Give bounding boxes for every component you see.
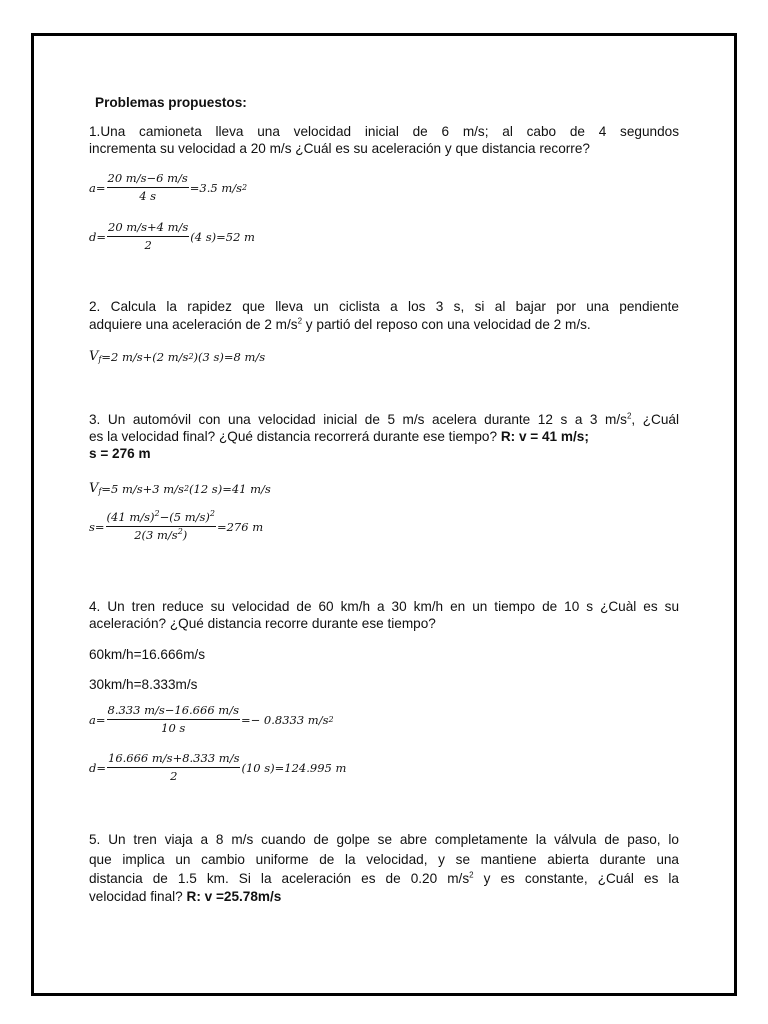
problem-5-line-1: 5. Un tren viaja a 8 m/s cuando de golpe se abre completamente la válvula de paso, lo (89, 832, 679, 847)
formula-lhs: a= (89, 180, 106, 195)
fraction-numerator: 20 m/s+4 m/s (107, 221, 189, 237)
problem-3-line-1 (89, 411, 679, 428)
problem-5-line-2: que implica un cambio uniforme de la velocidad, y se mantiene abierta durante una (89, 852, 679, 867)
formula-expression-cont: (12 s)=41 m/s (189, 481, 271, 496)
problem-4-line-2: aceleración? ¿Qué distancia recorre durante ese tiempo? (89, 616, 436, 631)
exponent: 2 (469, 870, 474, 880)
problem-2-line-2 (89, 316, 591, 333)
problem-2-text: adquiere una aceleración de 2 m/s (89, 317, 298, 332)
formula-expression: =2 m/s+(2 m/s (101, 349, 189, 364)
problem-1-formula-distance (89, 221, 255, 252)
exponent: 2 (209, 509, 215, 519)
subscript: f (98, 487, 102, 496)
denominator-term: 2(3 m/s (134, 528, 178, 542)
formula-lhs: d= (89, 760, 106, 775)
fraction-numerator: 16.666 m/s+8.333 m/s (107, 752, 240, 768)
numerator-term-2: −(5 m/s) (159, 510, 210, 524)
fraction-numerator (106, 511, 216, 527)
problem-2-formula-velocity: V f =2 m/s+(2 m/s 2 )(3 s)=8 m/s (89, 349, 266, 364)
problem-3-formula-velocity: V f =5 m/s+3 m/s 2 (12 s)=41 m/s (89, 481, 271, 496)
problem-3-question: es la velocidad final? ¿Qué distancia recorrerá durante ese tiempo? (89, 429, 501, 444)
problem-4-formula-acceleration: a= $\frac{8.333 m/s-16.666 m/s}{10 s}$ =− 0.8333 m/s 2 (89, 703, 334, 735)
formula-expression-cont: )(3 s)=8 m/s (193, 349, 266, 364)
problem-1-formula-acceleration: a= $\frac{20 m/s-6 m/s}{4 s}$ =3.5 m/s 2 (89, 171, 248, 203)
fraction (107, 221, 189, 252)
fraction-numerator: 8.333 m/s−16.666 m/s (107, 704, 240, 720)
problem-4-formula-distance (89, 752, 346, 783)
problem-5-text-cont: y es constante, ¿Cuál es la (473, 871, 679, 886)
formula-lhs: d= (89, 229, 106, 244)
problem-3-formula-distance (89, 511, 263, 542)
formula-variable: V (89, 481, 99, 496)
fraction-denominator: 2 (144, 238, 152, 252)
problem-3-answer-distance: s = 276 m (89, 446, 151, 461)
formula-rhs: =276 m (216, 519, 264, 534)
exponent: 2 (626, 411, 632, 421)
formula-rhs: (4 s)=52 m (190, 229, 255, 244)
numerator-term-1: (41 m/s) (106, 510, 155, 524)
problem-5-text: distancia de 1.5 km. Si la aceleración es de 0.20 m/s (89, 871, 470, 886)
fraction-denominator: 2 (170, 769, 178, 783)
formula-variable: V (89, 349, 99, 364)
exponent: 2 (297, 316, 303, 326)
problem-4-conversion-2: 30km/h=8.333m/s (89, 677, 198, 692)
fraction (107, 704, 240, 735)
fraction (106, 511, 216, 542)
problem-5-line-4 (89, 888, 281, 905)
fraction-denominator: 10 s (161, 721, 186, 735)
subscript: f (98, 355, 102, 364)
problem-4-conversion-1: 60km/h=16.666m/s (89, 647, 205, 662)
problem-2-line-1: 2. Calcula la rapidez que lleva un ciclista a los 3 s, si al bajar por una pendiente (89, 299, 679, 314)
problem-4-line-1: 4. Un tren reduce su velocidad de 60 km/h a 30 km/h en un tiempo de 10 s ¿Cuàl es su (89, 599, 679, 614)
problem-5-line-3 (89, 870, 679, 887)
formula-rhs: =3.5 m/s (189, 180, 243, 195)
fraction-denominator: 4 s (139, 189, 157, 203)
problem-1-line-2: incrementa su velocidad a 20 m/s ¿Cuál es su aceleración y que distancia recorre? (89, 141, 590, 156)
exponent: 2 (177, 527, 183, 537)
problem-5-question: velocidad final? (89, 889, 187, 904)
exponent: 2 (154, 509, 160, 519)
formula-rhs: =− 0.8333 m/s (240, 712, 329, 727)
fraction (107, 172, 189, 203)
formula-lhs: s= (89, 519, 105, 534)
problem-5-answer: R: v =25.78m/s (186, 889, 282, 904)
formula-lhs: a= (89, 712, 106, 727)
formula-expression: =5 m/s+3 m/s (101, 481, 184, 496)
problem-3-text: 3. Un automóvil con una velocidad inicial de 5 m/s acelera durante 12 s a 3 m/s (89, 412, 627, 427)
problem-2-text-cont: y partió del reposo con una velocidad de 2 m/s. (302, 317, 591, 332)
formula-rhs: (10 s)=124.995 m (241, 760, 347, 775)
fraction-numerator: 20 m/s−6 m/s (107, 172, 189, 188)
problem-3-line-2 (89, 428, 589, 445)
fraction-denominator (134, 527, 187, 542)
denominator-close: ) (182, 528, 188, 542)
fraction (107, 752, 240, 783)
section-heading: Problemas propuestos: (95, 95, 247, 110)
problem-3-text-cont: , ¿Cuál (631, 412, 679, 427)
problem-3-answer: R: v = 41 m/s; (500, 429, 589, 444)
problem-1-line-1: 1.Una camioneta lleva una velocidad inicial de 6 m/s; al cabo de 4 segundos (89, 124, 679, 139)
